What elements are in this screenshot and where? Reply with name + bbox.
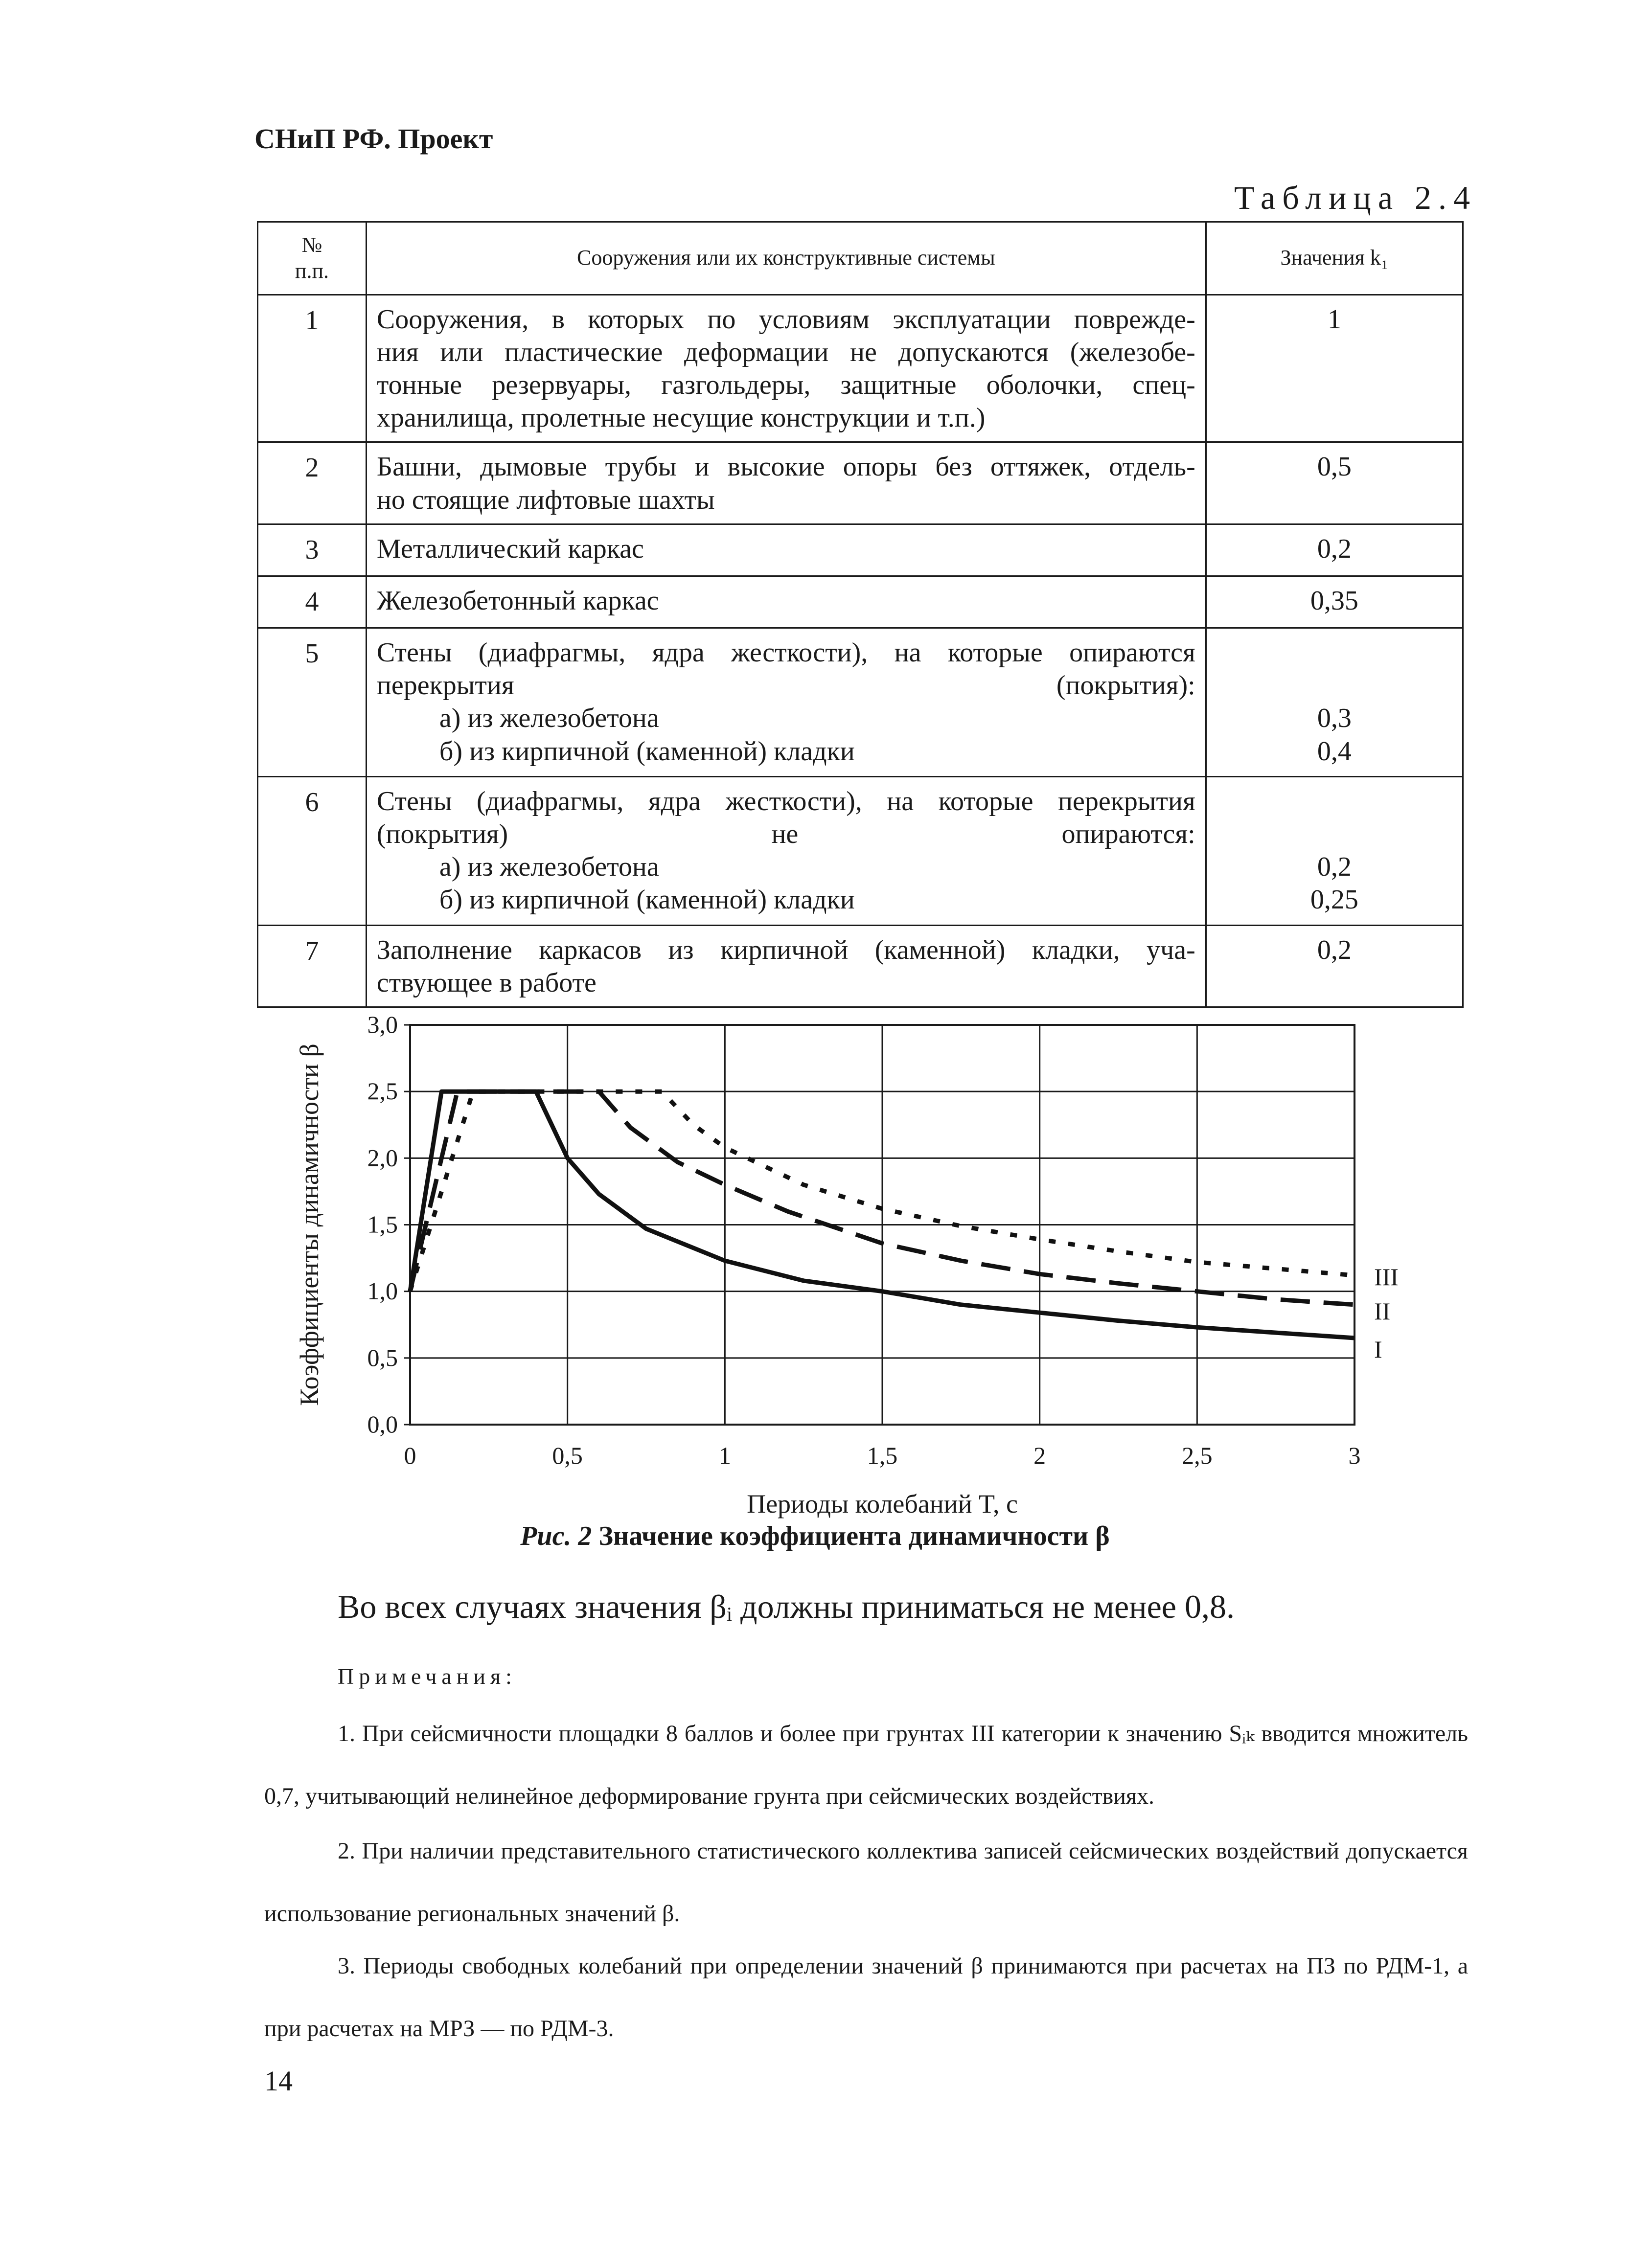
y-tick-label: 0,5 [367, 1343, 398, 1371]
value-entry: 1 [1327, 304, 1341, 335]
value-entry: 0,2 [1317, 934, 1352, 965]
notes-title: Примечания: [338, 1664, 517, 1689]
y-tick-label: 1,0 [367, 1277, 398, 1305]
figure-caption [0, 1520, 1630, 1552]
row-number: 5 [258, 628, 367, 777]
value-entry: 0,35 [1310, 585, 1358, 616]
description-line: но стоящие лифтовые шахты [376, 484, 715, 515]
description-line: Стены (диафрагмы, ядра жесткости), на которые перекрытия [376, 786, 1195, 816]
value-entry: 0,3 [1317, 703, 1352, 734]
row-number: 3 [258, 524, 367, 576]
y-tick-label: 3,0 [367, 1011, 398, 1038]
x-tick-label: 2,5 [1182, 1442, 1213, 1469]
description-line: Башни, дымовые трубы и высокие опоры без оттяжек, отдель- [376, 452, 1195, 482]
description-line: ствующее в работе [376, 967, 597, 998]
note-3: 3. Периоды свободных колебаний при определении значений β принимаются при расчетах на ПЗ по РДМ-1, а при расчетах на МРЗ — по РДМ-3. [264, 1953, 1468, 2041]
x-tick-label: 1 [718, 1442, 731, 1469]
series-label-i: I [1374, 1335, 1382, 1363]
figure-caption-prefix: Рис. 2 [520, 1521, 592, 1551]
description-line: Металлический каркас [376, 533, 644, 564]
description-line: хранилища, пролетные несущие конструкции и т.п.) [376, 403, 986, 433]
description-line: перекрытия (покрытия): [376, 670, 1195, 701]
value-entry: 0,2 [1317, 533, 1352, 564]
value-entry: 0,4 [1317, 736, 1352, 767]
series-label-iii: III [1374, 1263, 1399, 1291]
y-tick-label: 1,5 [367, 1210, 398, 1238]
page-number: 14 [264, 2065, 293, 2097]
note-1: 1. При сейсмичности площадки 8 баллов и более при грунтах III категории к значению Sᵢₖ вводится множитель 0,7, учитывающий нелинейное деформирование грунта при сейсмических воздействиях. [264, 1721, 1468, 1809]
description-line: тонные резервуары, газгольдеры, защитные оболочки, спец- [376, 369, 1195, 400]
description-line: Железобетонный каркас [376, 585, 659, 616]
y-tick-label: 0,0 [367, 1410, 398, 1438]
row-number: 7 [258, 925, 367, 1007]
description-subitem: а) из железобетона [439, 703, 659, 734]
description-line: Стены (диафрагмы, ядра жесткости), на которые опираются [376, 637, 1195, 668]
row-number: 1 [258, 295, 367, 442]
description-line: ния или пластические деформации не допускаются (железобе- [376, 337, 1195, 367]
column-header-desc: Сооружения или их конструктивные системы [366, 222, 1206, 295]
figure-caption-text: Значение коэффициента динамичности β [598, 1521, 1110, 1551]
column-header-val: Значения k₁ [1206, 222, 1463, 295]
description-subitem: б) из кирпичной (каменной) кладки [439, 885, 855, 915]
x-tick-label: 2 [1033, 1442, 1046, 1469]
description-line: (покрытия) не опираются: [376, 819, 1195, 850]
row-number: 4 [258, 576, 367, 628]
description-line: Сооружения, в которых по условиям эксплуатации поврежде- [376, 304, 1195, 335]
note-2: 2. При наличии представительного статистического коллектива записей сейсмических воздействий допускается использование региональных значений β. [264, 1838, 1468, 1927]
y-tick-label: 2,0 [367, 1144, 398, 1172]
y-axis-label: Коэффициенты динамичности β [295, 1043, 324, 1406]
series-label-ii: II [1374, 1297, 1391, 1325]
row-number: 6 [258, 776, 367, 925]
description-line: Заполнение каркасов из кирпичной (каменной) кладки, уча- [376, 934, 1195, 965]
y-tick-label: 2,5 [367, 1077, 398, 1105]
column-header-num: № п.п. [258, 222, 367, 295]
table-label: Таблица 2.4 [1234, 179, 1477, 216]
document-header: СНиП РФ. Проект [254, 123, 493, 155]
x-tick-label: 0 [404, 1442, 416, 1469]
x-tick-label: 3 [1348, 1442, 1361, 1469]
description-subitem: б) из кирпичной (каменной) кладки [439, 736, 855, 767]
value-entry: 0,25 [1310, 885, 1358, 915]
row-number: 2 [258, 442, 367, 524]
x-tick-label: 1,5 [867, 1442, 898, 1469]
main-paragraph: Во всех случаях значения βᵢ должны приниматься не менее 0,8. [338, 1588, 1235, 1625]
description-subitem: а) из железобетона [439, 852, 659, 883]
x-tick-label: 0,5 [552, 1442, 583, 1469]
value-entry: 0,5 [1317, 452, 1352, 482]
x-axis-label: Периоды колебаний T, с [747, 1489, 1018, 1519]
value-entry: 0,2 [1317, 852, 1352, 883]
